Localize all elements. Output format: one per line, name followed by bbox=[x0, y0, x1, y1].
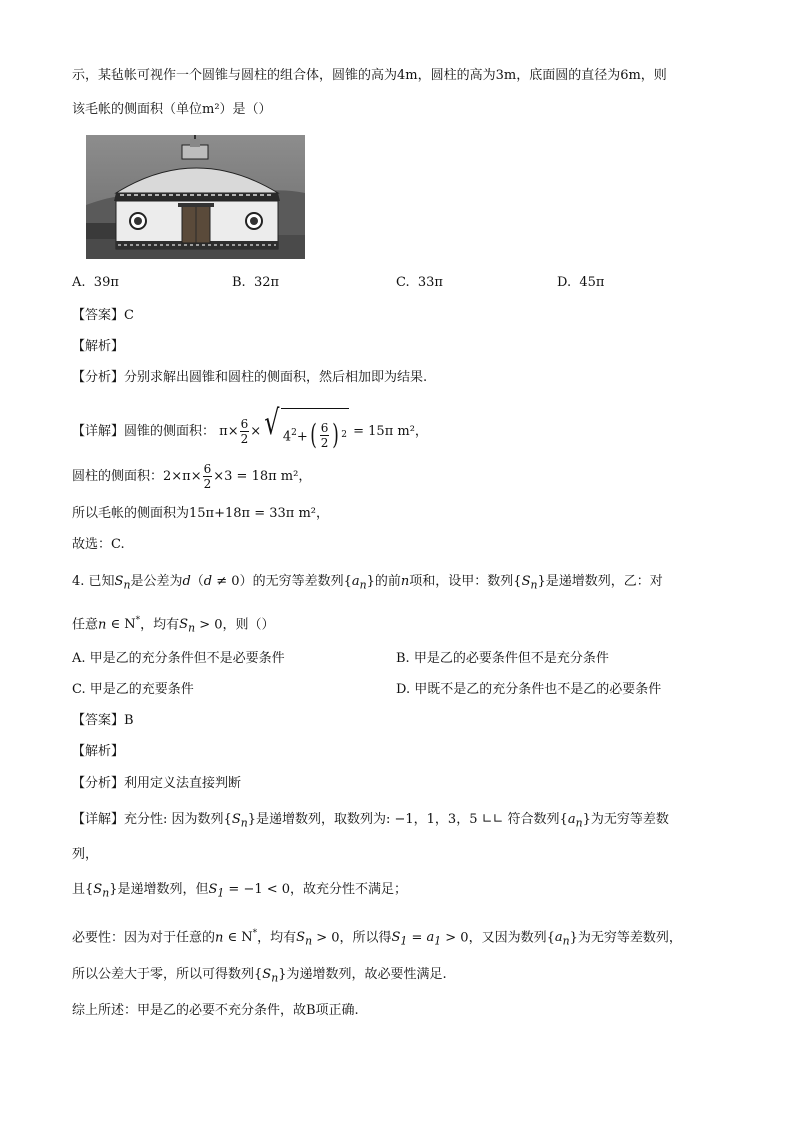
q4-analysis-tag: 【解析】 bbox=[72, 744, 125, 759]
q3-option-b: B. 32π bbox=[232, 275, 280, 290]
q4-detail-line5: 所以公差大于零，所以可得数列$\{S_n\}$为递增数列，故必要性满足. bbox=[72, 967, 447, 985]
sqrt-expression: √ $4^2+$ ( $\frac{6}{2}$ ) 2 bbox=[261, 404, 349, 459]
q4-stem-line2: 任意n ∈ N*，均有$S_n > 0$，则（） bbox=[72, 616, 275, 635]
q4-option-a: A. 甲是乙的充分条件但不是必要条件 bbox=[72, 651, 285, 666]
q4-option-d: D. 甲既不是乙的充分条件也不是乙的必要条件 bbox=[396, 682, 662, 697]
q3-option-d: D. 45π bbox=[557, 275, 605, 290]
q3-detail-cone: 【详解】圆锥的侧面积： π× $\frac{6}{2}$ × √ $4^2+$ ( $\frac{6}{2}$ ) 2 = 15π m²， bbox=[72, 404, 428, 459]
q4-option-c: C. 甲是乙的充要条件 bbox=[72, 682, 194, 697]
q4-option-b: B. 甲是乙的必要条件但不是充分条件 bbox=[396, 651, 609, 666]
q3-choose: 故选：C. bbox=[72, 537, 125, 552]
q4-stem-line1: 4. 已知$S_n$是公差为d（d ≠ 0）的无穷等差数列$\{a_n\}$的前n项和，设甲：数列$\{S_n\}$是递增数列，乙：对 bbox=[72, 574, 663, 592]
q3-answer: 【答案】C bbox=[72, 308, 134, 323]
q4-detail-line3: 且$\{S_n\}$是递增数列，但$S_1 = -1 < 0$，故充分性不满足； bbox=[72, 882, 408, 900]
q4-detail-line2: 列， bbox=[72, 847, 99, 862]
q3-stem-line1: 示，某毡帐可视作一个圆锥与圆柱的组合体，圆锥的高为4m，圆柱的高为3m，底面圆的直径为6m，则 bbox=[72, 68, 667, 83]
yurt-photo bbox=[86, 135, 305, 259]
q3-total: 所以毛帐的侧面积为15π+18π = 33π m²， bbox=[72, 506, 329, 521]
q3-analysis-tag: 【解析】 bbox=[72, 339, 125, 354]
q4-detail-line1: 【详解】充分性: 因为数列$\{S_n\}$是递增数列，取数列为: −1，1，3，5 ∟∟ 符合数列$\{a_n\}$为无穷等差数 bbox=[72, 812, 669, 830]
q3-option-c: C. 33π bbox=[396, 275, 443, 290]
q4-fenxi: 【分析】利用定义法直接判断 bbox=[72, 776, 242, 791]
q3-stem-line2: 该毛帐的侧面积（单位m²）是（） bbox=[72, 102, 272, 117]
fraction-6-2: $\frac{6}{2}$ bbox=[240, 417, 249, 447]
q4-detail-line4: 必要性：因为对于任意的n ∈ N*，均有$S_n > 0$，所以得$S_1 = a_1 > 0$，又因为数列$\{a_n\}$为无穷等差数列， bbox=[72, 929, 682, 948]
q3-option-a: A. 39π bbox=[72, 275, 119, 290]
q4-detail-line6: 综上所述：甲是乙的必要不充分条件，故B项正确. bbox=[72, 1003, 359, 1018]
q4-answer: 【答案】B bbox=[72, 713, 134, 728]
q3-fenxi: 【分析】分别求解出圆锥和圆柱的侧面积，然后相加即为结果. bbox=[72, 370, 428, 385]
q3-detail-cylinder: 圆柱的侧面积：2×π× $\frac{6}{2}$ ×3 = 18π m²， bbox=[72, 462, 312, 491]
